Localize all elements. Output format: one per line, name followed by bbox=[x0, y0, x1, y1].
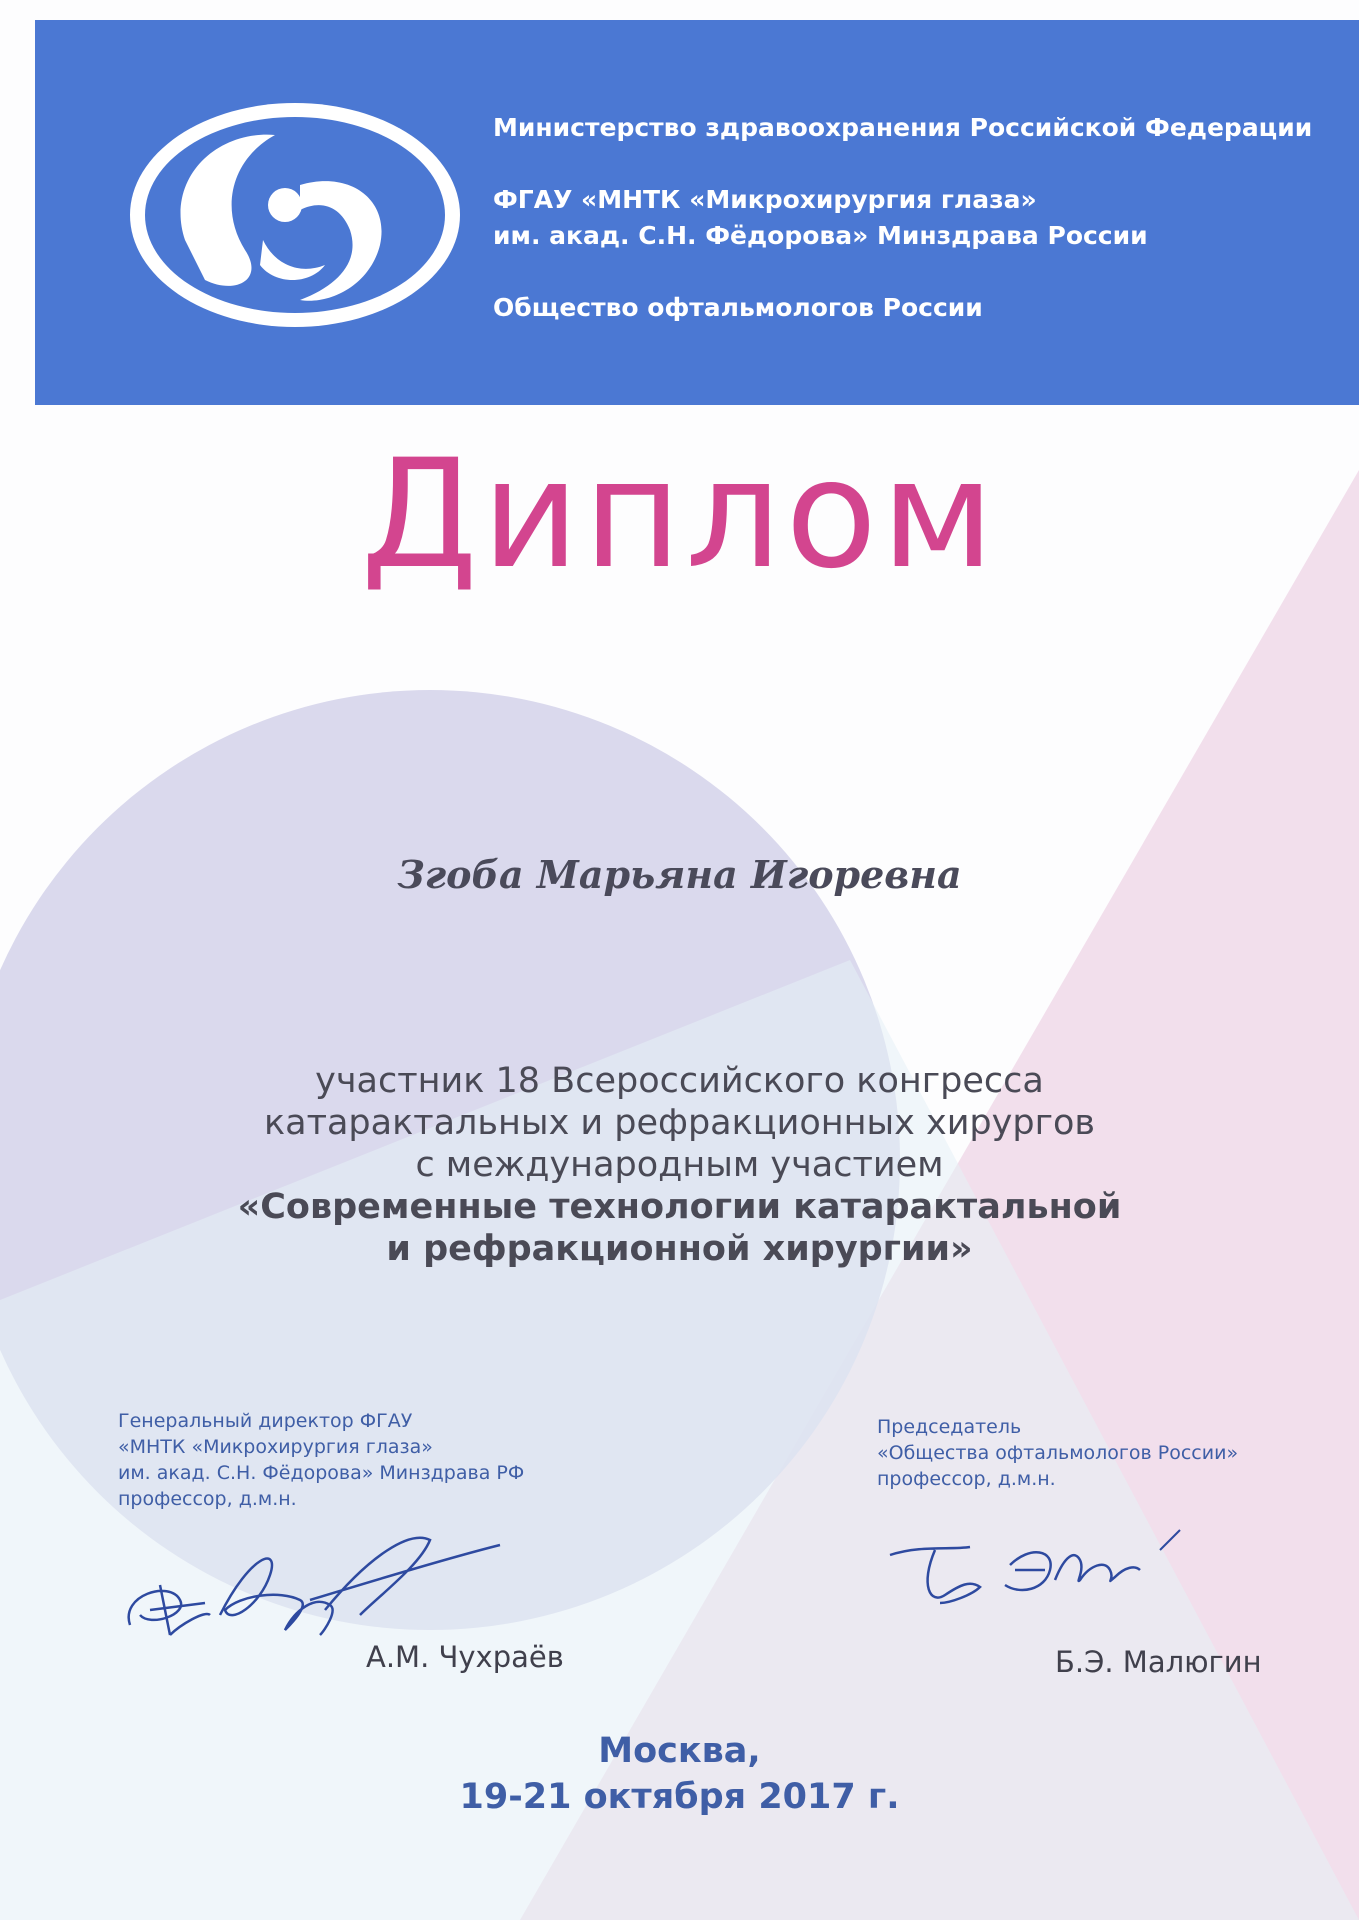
left-signature bbox=[110, 1515, 510, 1650]
society-name: Общество офтальмологов России bbox=[493, 293, 983, 322]
eye-emblem-logo bbox=[125, 90, 465, 335]
left-position-line1: Генеральный директор ФГАУ bbox=[118, 1410, 413, 1432]
left-position-line4: профессор, д.м.н. bbox=[118, 1488, 297, 1510]
left-position-line3: им. акад. С.Н. Фёдорова» Минздрава РФ bbox=[118, 1462, 525, 1484]
dates: 19-21 октября 2017 г. bbox=[459, 1777, 900, 1817]
diploma-title: Диплом bbox=[360, 428, 999, 602]
event-line1: участник 18 Всероссийского конгресса bbox=[315, 1061, 1044, 1101]
right-position-line2: «Общества офтальмологов России» bbox=[877, 1442, 1239, 1464]
left-position-line2: «МНТК «Микрохирургия глаза» bbox=[118, 1436, 433, 1458]
right-signature bbox=[880, 1525, 1210, 1620]
event-title-line1: «Современные технологии катарактальной bbox=[237, 1187, 1122, 1227]
ministry-name: Министерство здравоохранения Российской Федерации bbox=[493, 113, 1313, 142]
left-signatory-name: А.М. Чухраёв bbox=[366, 1640, 564, 1674]
organizations bbox=[493, 110, 1333, 326]
recipient-name: Згоба Марьяна Игоревна bbox=[397, 852, 962, 897]
right-signatory-position bbox=[877, 1414, 1317, 1492]
institute-name-line2: им. акад. С.Н. Фёдорова» Минздрава России bbox=[493, 221, 1148, 250]
left-signatory-position bbox=[118, 1408, 638, 1512]
event-line3: с международным участием bbox=[415, 1145, 944, 1185]
event-line2: катарактальных и рефракционных хирургов bbox=[263, 1103, 1096, 1143]
event-title-line2: и рефракционной хирургии» bbox=[386, 1229, 973, 1269]
place: Москва, bbox=[598, 1731, 761, 1771]
right-position-line3: профессор, д.м.н. bbox=[877, 1468, 1056, 1490]
event-description bbox=[0, 1060, 1359, 1270]
institute-name-line1: ФГАУ «МНТК «Микрохирургия глаза» bbox=[493, 185, 1037, 214]
right-signatory-name: Б.Э. Малюгин bbox=[1055, 1645, 1262, 1679]
right-position-line1: Председатель bbox=[877, 1416, 1022, 1438]
place-and-date bbox=[0, 1728, 1359, 1820]
